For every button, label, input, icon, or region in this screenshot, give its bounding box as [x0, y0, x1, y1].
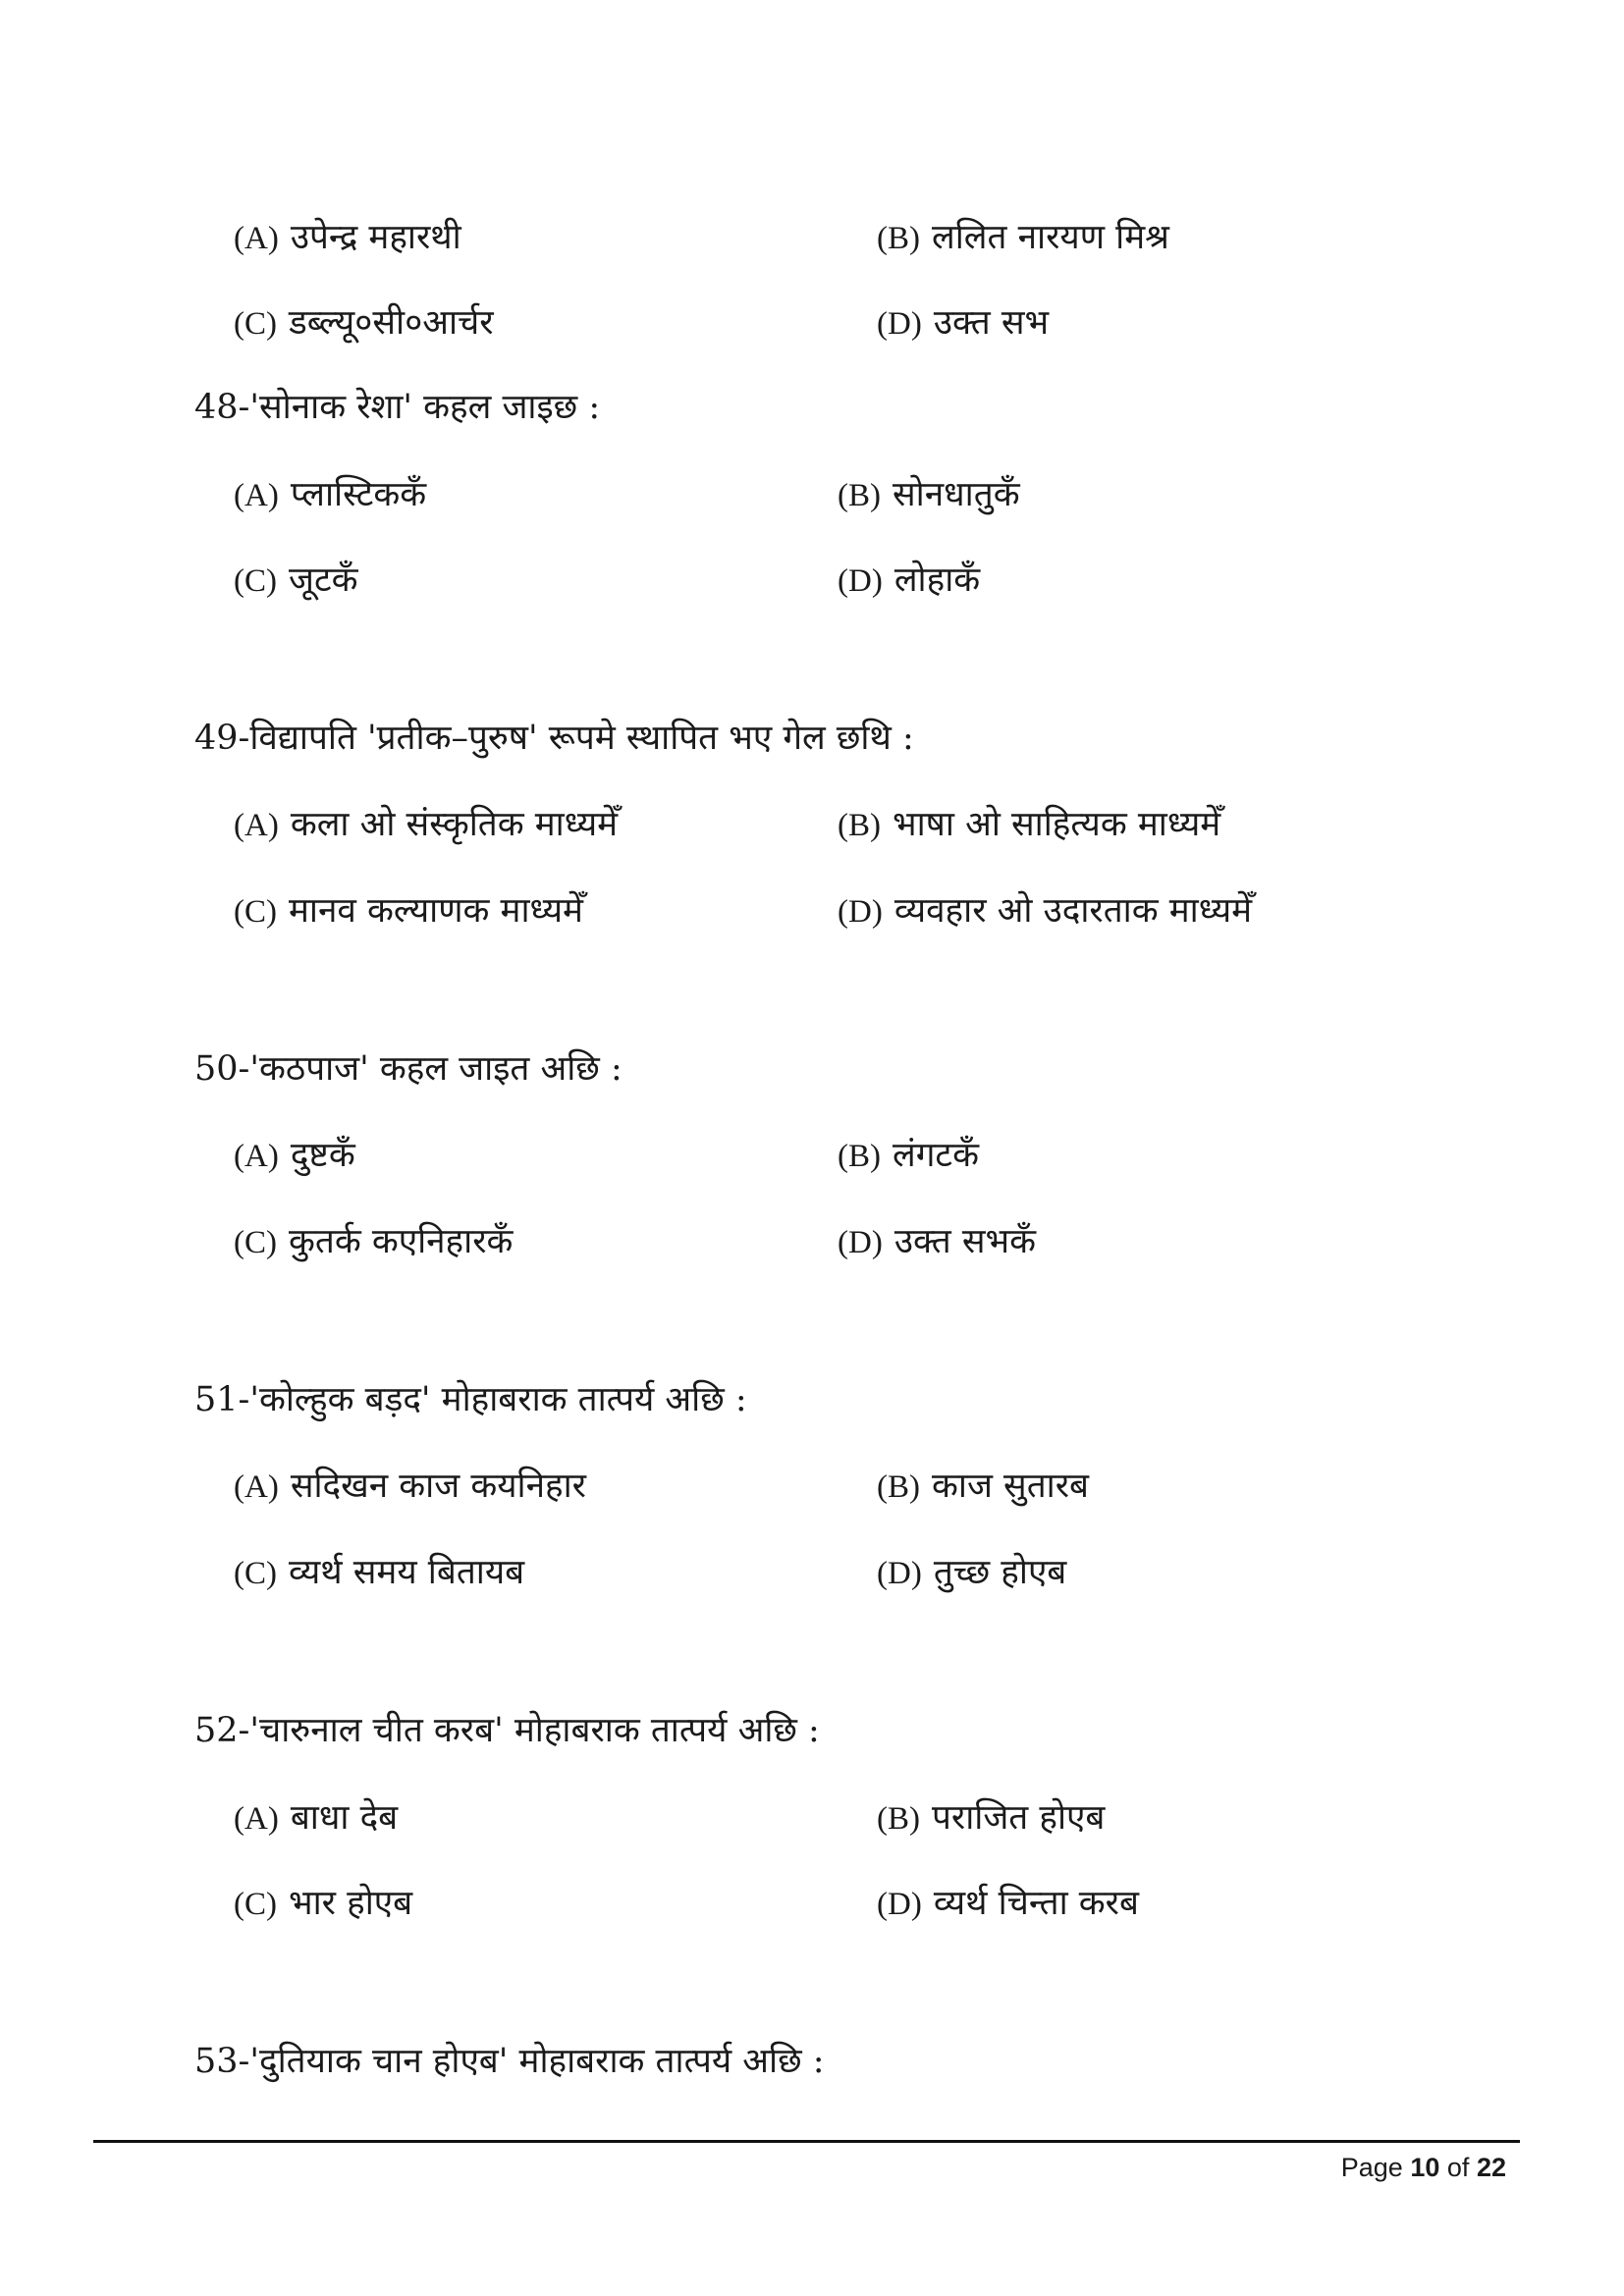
- question-52: 52-'चारुनाल चीत करब' मोहाबराक तात्पर्य अछि :: [194, 1711, 820, 1750]
- option-label: (D): [838, 894, 883, 930]
- q48-option-b: [838, 473, 1020, 517]
- option-text: डब्ल्यू०सी०आर्चर: [289, 303, 494, 343]
- q50-option-d: [838, 1220, 1036, 1264]
- option-text: मानव कल्याणक माध्यमेँ: [289, 891, 583, 931]
- option-label: (D): [877, 306, 922, 342]
- q51-option-d: [877, 1551, 1066, 1595]
- option-label: (A): [234, 808, 279, 843]
- q50-option-b: [838, 1134, 979, 1178]
- option-label: (A): [234, 221, 279, 256]
- option-text: तुच्छ होएब: [933, 1553, 1067, 1592]
- option-label: (C): [234, 1225, 277, 1260]
- option-text: व्यर्थ चिन्ता करब: [933, 1884, 1139, 1923]
- q47-option-a: [234, 216, 461, 260]
- option-text: प्लास्टिककँ: [290, 475, 427, 514]
- page-footer: [1341, 2148, 1506, 2187]
- option-text: कला ओ संस्कृतिक माध्यमेँ: [290, 805, 619, 844]
- option-label: (A): [234, 1139, 279, 1174]
- page-word: Page: [1340, 2153, 1403, 2182]
- q52-option-c: [234, 1882, 412, 1926]
- option-label: (A): [234, 1801, 279, 1837]
- footer-divider: [93, 2140, 1520, 2143]
- option-text: काज सुतारब: [932, 1467, 1090, 1506]
- q52-option-b: [877, 1796, 1105, 1841]
- option-text: कुतर्क कएनिहारकँ: [289, 1222, 514, 1261]
- option-label: (C): [234, 563, 277, 599]
- q49-option-d: [838, 889, 1252, 934]
- option-text: सोनधातुकँ: [893, 475, 1020, 514]
- q47-option-b: [877, 216, 1169, 260]
- question-53: 53-'दुतियाक चान होएब' मोहाबराक तात्पर्य अछि :: [194, 2042, 825, 2081]
- option-label: (B): [877, 221, 920, 256]
- option-label: (B): [838, 808, 881, 843]
- option-text: ललित नारयण मिश्र: [932, 218, 1169, 257]
- question-49: 49-विद्यापति 'प्रतीक–पुरुष' रूपमे स्थापित भए गेल छथि :: [194, 719, 914, 758]
- option-text: उपेन्द्र महारथी: [290, 218, 461, 257]
- option-text: सदिखन काज कयनिहार: [290, 1467, 586, 1506]
- option-label: (D): [838, 563, 883, 599]
- q48-option-d: [838, 559, 980, 603]
- option-label: (B): [877, 1469, 920, 1505]
- option-label: (C): [234, 1887, 277, 1922]
- option-text: जूटकँ: [289, 561, 358, 600]
- q47-option-d: [877, 301, 1049, 346]
- q51-option-a: [234, 1465, 586, 1509]
- option-text: पराजित होएब: [932, 1798, 1106, 1838]
- question-51: 51-'कोल्हुक बड़द' मोहाबराक तात्पर्य अछि :: [194, 1380, 747, 1419]
- question-50: 50-'कठपाज' कहल जाइत अछि :: [194, 1049, 623, 1089]
- q49-option-a: [234, 803, 618, 847]
- option-label: (D): [877, 1887, 922, 1922]
- q48-option-a: [234, 473, 426, 517]
- total-pages: 22: [1476, 2153, 1506, 2182]
- q52-option-a: [234, 1796, 398, 1841]
- option-label: (A): [234, 1469, 279, 1505]
- option-text: व्यवहार ओ उदारताक माध्यमेँ: [893, 891, 1253, 931]
- option-text: व्यर्थ समय बितायब: [289, 1553, 525, 1592]
- option-text: उक्त सभकँ: [893, 1222, 1036, 1261]
- q49-option-c: [234, 889, 583, 934]
- q51-option-c: [234, 1551, 524, 1595]
- q49-option-b: [838, 803, 1220, 847]
- of-word: of: [1446, 2153, 1470, 2182]
- option-text: भाषा ओ साहित्यक माध्यमेँ: [893, 805, 1221, 844]
- option-label: (D): [877, 1556, 922, 1591]
- option-label: (B): [838, 478, 881, 513]
- option-text: भार होएब: [289, 1884, 413, 1923]
- option-label: (C): [234, 1556, 277, 1591]
- q51-option-b: [877, 1465, 1089, 1509]
- option-label: (A): [234, 478, 279, 513]
- page-number: 10: [1410, 2153, 1440, 2182]
- option-text: दुष्टकँ: [290, 1136, 355, 1175]
- option-label: (C): [234, 894, 277, 930]
- q50-option-c: [234, 1220, 513, 1264]
- q48-option-c: [234, 559, 358, 603]
- q50-option-a: [234, 1134, 355, 1178]
- question-48: 48-'सोनाक रेशा' कहल जाइछ :: [194, 388, 601, 427]
- q52-option-d: [877, 1882, 1139, 1926]
- option-text: उक्त सभ: [933, 303, 1050, 343]
- option-label: (B): [877, 1801, 920, 1837]
- option-text: लोहाकँ: [893, 561, 981, 600]
- option-text: बाधा देब: [290, 1798, 399, 1838]
- option-label: (D): [838, 1225, 883, 1260]
- option-text: लंगटकँ: [893, 1136, 979, 1175]
- option-label: (B): [838, 1139, 881, 1174]
- option-label: (C): [234, 306, 277, 342]
- q47-option-c: [234, 301, 494, 346]
